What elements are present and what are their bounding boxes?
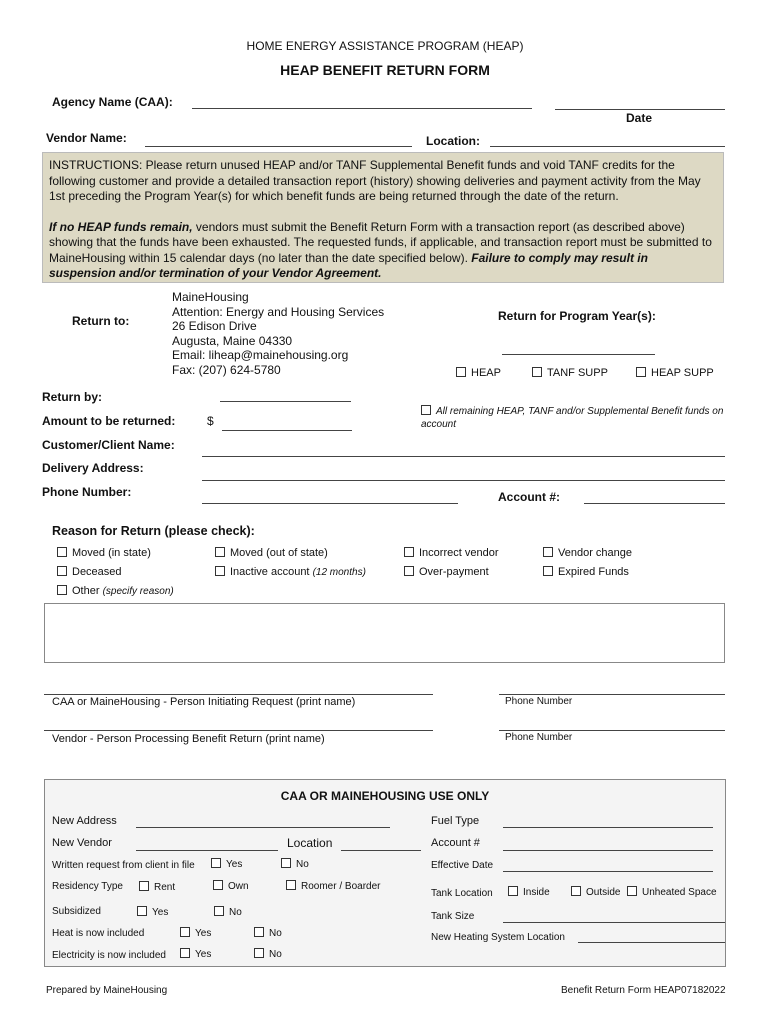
- use-account-field[interactable]: [503, 850, 713, 851]
- customer-name-field[interactable]: [202, 456, 725, 457]
- checkbox-icon[interactable]: [532, 367, 542, 377]
- form-id: Benefit Return Form HEAP07182022: [561, 985, 726, 996]
- written-request-yes[interactable]: Yes: [211, 858, 242, 870]
- checkbox-icon[interactable]: [543, 547, 553, 557]
- heat-included-no[interactable]: No: [254, 927, 282, 939]
- reason-over-payment[interactable]: Over-payment: [404, 566, 489, 578]
- caa-person-field[interactable]: [44, 694, 433, 695]
- other-reason-textbox[interactable]: [44, 603, 725, 663]
- subsidized-label: Subsidized: [52, 906, 101, 917]
- tank-inside[interactable]: Inside: [508, 886, 550, 898]
- new-address-label: New Address: [52, 815, 117, 827]
- checkbox-icon[interactable]: [254, 927, 264, 937]
- subsidized-no[interactable]: No: [214, 906, 242, 918]
- amount-label: Amount to be returned:: [42, 414, 176, 428]
- instructions-paragraph-1: INSTRUCTIONS: Please return unused HEAP and/or TANF Supplemental Benefit funds and void TANF credits for the following customer and provide a detailed transaction report (history) showing deliveries and payment activity from the May 1st preceding the Program Year(s) for which benefit funds are being returned through the date of the return.: [49, 158, 701, 203]
- location-field[interactable]: [490, 146, 725, 147]
- reason-moved-out-state[interactable]: Moved (out of state): [215, 547, 328, 559]
- vendor-person-label: Vendor - Person Processing Benefit Return (print name): [52, 733, 325, 745]
- checkbox-icon[interactable]: [57, 585, 67, 595]
- fuel-type-label: Fuel Type: [431, 815, 480, 827]
- use-only-box: [44, 779, 726, 967]
- tank-outside[interactable]: Outside: [571, 886, 620, 898]
- fuel-type-field[interactable]: [503, 827, 713, 828]
- program-year-tanf-supp[interactable]: TANF SUPP: [532, 367, 608, 379]
- phone-number-field[interactable]: [202, 503, 458, 504]
- reason-incorrect-vendor[interactable]: Incorrect vendor: [404, 547, 498, 559]
- tank-size-label: Tank Size: [431, 911, 475, 922]
- checkbox-icon[interactable]: [139, 881, 149, 891]
- checkbox-icon[interactable]: [627, 886, 637, 896]
- residency-type-label: Residency Type: [52, 881, 123, 892]
- checkbox-icon[interactable]: [215, 566, 225, 576]
- return-by-field[interactable]: [220, 401, 351, 402]
- program-year-heap[interactable]: HEAP: [456, 367, 501, 379]
- checkbox-icon[interactable]: [571, 886, 581, 896]
- program-year-label: Return for Program Year(s):: [498, 309, 656, 323]
- instructions-paragraph-2: If no HEAP funds remain, vendors must submit the Benefit Return Form with a transaction report (as described above) showing that the funds have been exhausted. The requested funds, if applicable, and transaction report must be submitted to MaineHousing within 15 calendar days (no later than the date specified below). Failure to comply may result in suspension and/or termination of your Vendor Agreement.: [49, 219, 712, 280]
- reason-moved-in-state[interactable]: Moved (in state): [57, 547, 151, 559]
- account-label: Account #:: [498, 490, 561, 504]
- program-year-heap-supp[interactable]: HEAP SUPP: [636, 367, 714, 379]
- checkbox-icon[interactable]: [137, 906, 147, 916]
- checkbox-icon[interactable]: [543, 566, 553, 576]
- residency-rent[interactable]: Rent: [139, 881, 175, 893]
- dollar-sign: $: [207, 414, 214, 428]
- checkbox-icon[interactable]: [456, 367, 466, 377]
- return-to-address: MaineHousing Attention: Energy and Housing Services 26 Edison Drive Augusta, Maine 04330 Email: liheap@mainehousing.org Fax: (207) 624-5780: [172, 290, 385, 377]
- effective-date-label: Effective Date: [431, 860, 494, 871]
- heat-included-label: Heat is now included: [52, 928, 145, 939]
- use-only-title: CAA OR MAINEHOUSING USE ONLY: [280, 789, 490, 803]
- checkbox-icon[interactable]: [286, 880, 296, 890]
- vendor-name-field[interactable]: [145, 146, 412, 147]
- new-vendor-field[interactable]: [136, 850, 278, 851]
- checkbox-icon[interactable]: [508, 886, 518, 896]
- phone-2-label: Phone Number: [505, 732, 573, 743]
- date-field[interactable]: [555, 109, 725, 110]
- electricity-included-label: Electricity is now included: [52, 950, 166, 961]
- checkbox-icon[interactable]: [57, 566, 67, 576]
- heat-included-yes[interactable]: Yes: [180, 927, 211, 939]
- phone-1-field[interactable]: [499, 694, 725, 695]
- checkbox-icon[interactable]: [254, 948, 264, 958]
- checkbox-icon[interactable]: [180, 927, 190, 937]
- electricity-included-no[interactable]: No: [254, 948, 282, 960]
- tank-size-field[interactable]: [503, 922, 725, 923]
- reason-deceased[interactable]: Deceased: [57, 566, 122, 578]
- caa-person-label: CAA or MaineHousing - Person Initiating Request (print name): [52, 696, 356, 708]
- residency-own[interactable]: Own: [213, 880, 249, 892]
- use-location-field[interactable]: [341, 850, 421, 851]
- vendor-person-field[interactable]: [44, 730, 433, 731]
- checkbox-icon[interactable]: [215, 547, 225, 557]
- checkbox-icon[interactable]: [404, 566, 414, 576]
- checkbox-icon[interactable]: [180, 948, 190, 958]
- written-request-label: Written request from client in file: [52, 860, 195, 871]
- all-remaining-option[interactable]: All remaining HEAP, TANF and/or Supplemental Benefit funds on account: [421, 406, 724, 430]
- prepared-by: Prepared by MaineHousing: [46, 985, 168, 996]
- written-request-no[interactable]: No: [281, 858, 309, 870]
- electricity-included-yes[interactable]: Yes: [180, 948, 211, 960]
- checkbox-icon[interactable]: [404, 547, 414, 557]
- return-to-label: Return to:: [72, 314, 130, 328]
- reason-label: Reason for Return (please check):: [52, 524, 255, 538]
- checkbox-icon[interactable]: [211, 858, 221, 868]
- checkbox-icon[interactable]: [213, 880, 223, 890]
- tank-location-label: Tank Location: [431, 888, 493, 899]
- return-by-label: Return by:: [42, 390, 102, 404]
- tank-unheated[interactable]: Unheated Space: [627, 886, 717, 898]
- checkbox-icon[interactable]: [57, 547, 67, 557]
- new-vendor-label: New Vendor: [52, 837, 112, 849]
- date-label: Date: [626, 111, 653, 125]
- reason-inactive-account[interactable]: Inactive account (12 months): [215, 566, 366, 578]
- program-name: HOME ENERGY ASSISTANCE PROGRAM (HEAP): [246, 39, 524, 53]
- program-year-field[interactable]: [502, 354, 655, 355]
- agency-name-field[interactable]: [192, 108, 532, 109]
- use-account-label: Account #: [431, 837, 480, 849]
- use-location-label: Location: [287, 836, 333, 850]
- new-heating-label: New Heating System Location: [431, 932, 565, 943]
- agency-name-label: Agency Name (CAA):: [52, 95, 173, 109]
- instructions-box: [42, 152, 724, 283]
- reason-expired-funds[interactable]: Expired Funds: [543, 566, 629, 578]
- effective-date-field[interactable]: [503, 871, 713, 872]
- form-title: HEAP BENEFIT RETURN FORM: [280, 62, 490, 78]
- checkbox-icon[interactable]: [214, 906, 224, 916]
- checkbox-icon[interactable]: [421, 405, 431, 415]
- residency-roomer[interactable]: Roomer / Boarder: [286, 880, 380, 892]
- amount-field[interactable]: [222, 430, 352, 431]
- customer-name-label: Customer/Client Name:: [42, 438, 175, 452]
- phone-2-field[interactable]: [499, 730, 725, 731]
- new-heating-field[interactable]: [578, 942, 725, 943]
- account-field[interactable]: [584, 503, 725, 504]
- phone-1-label: Phone Number: [505, 696, 573, 707]
- checkbox-icon[interactable]: [636, 367, 646, 377]
- reason-vendor-change[interactable]: Vendor change: [543, 547, 632, 559]
- delivery-address-field[interactable]: [202, 480, 725, 481]
- phone-number-label: Phone Number:: [42, 485, 132, 499]
- new-address-field[interactable]: [136, 827, 390, 828]
- reason-other[interactable]: Other (specify reason): [57, 585, 174, 597]
- vendor-name-label: Vendor Name:: [46, 131, 127, 145]
- subsidized-yes[interactable]: Yes: [137, 906, 168, 918]
- location-label: Location:: [426, 134, 480, 148]
- delivery-address-label: Delivery Address:: [42, 461, 144, 475]
- checkbox-icon[interactable]: [281, 858, 291, 868]
